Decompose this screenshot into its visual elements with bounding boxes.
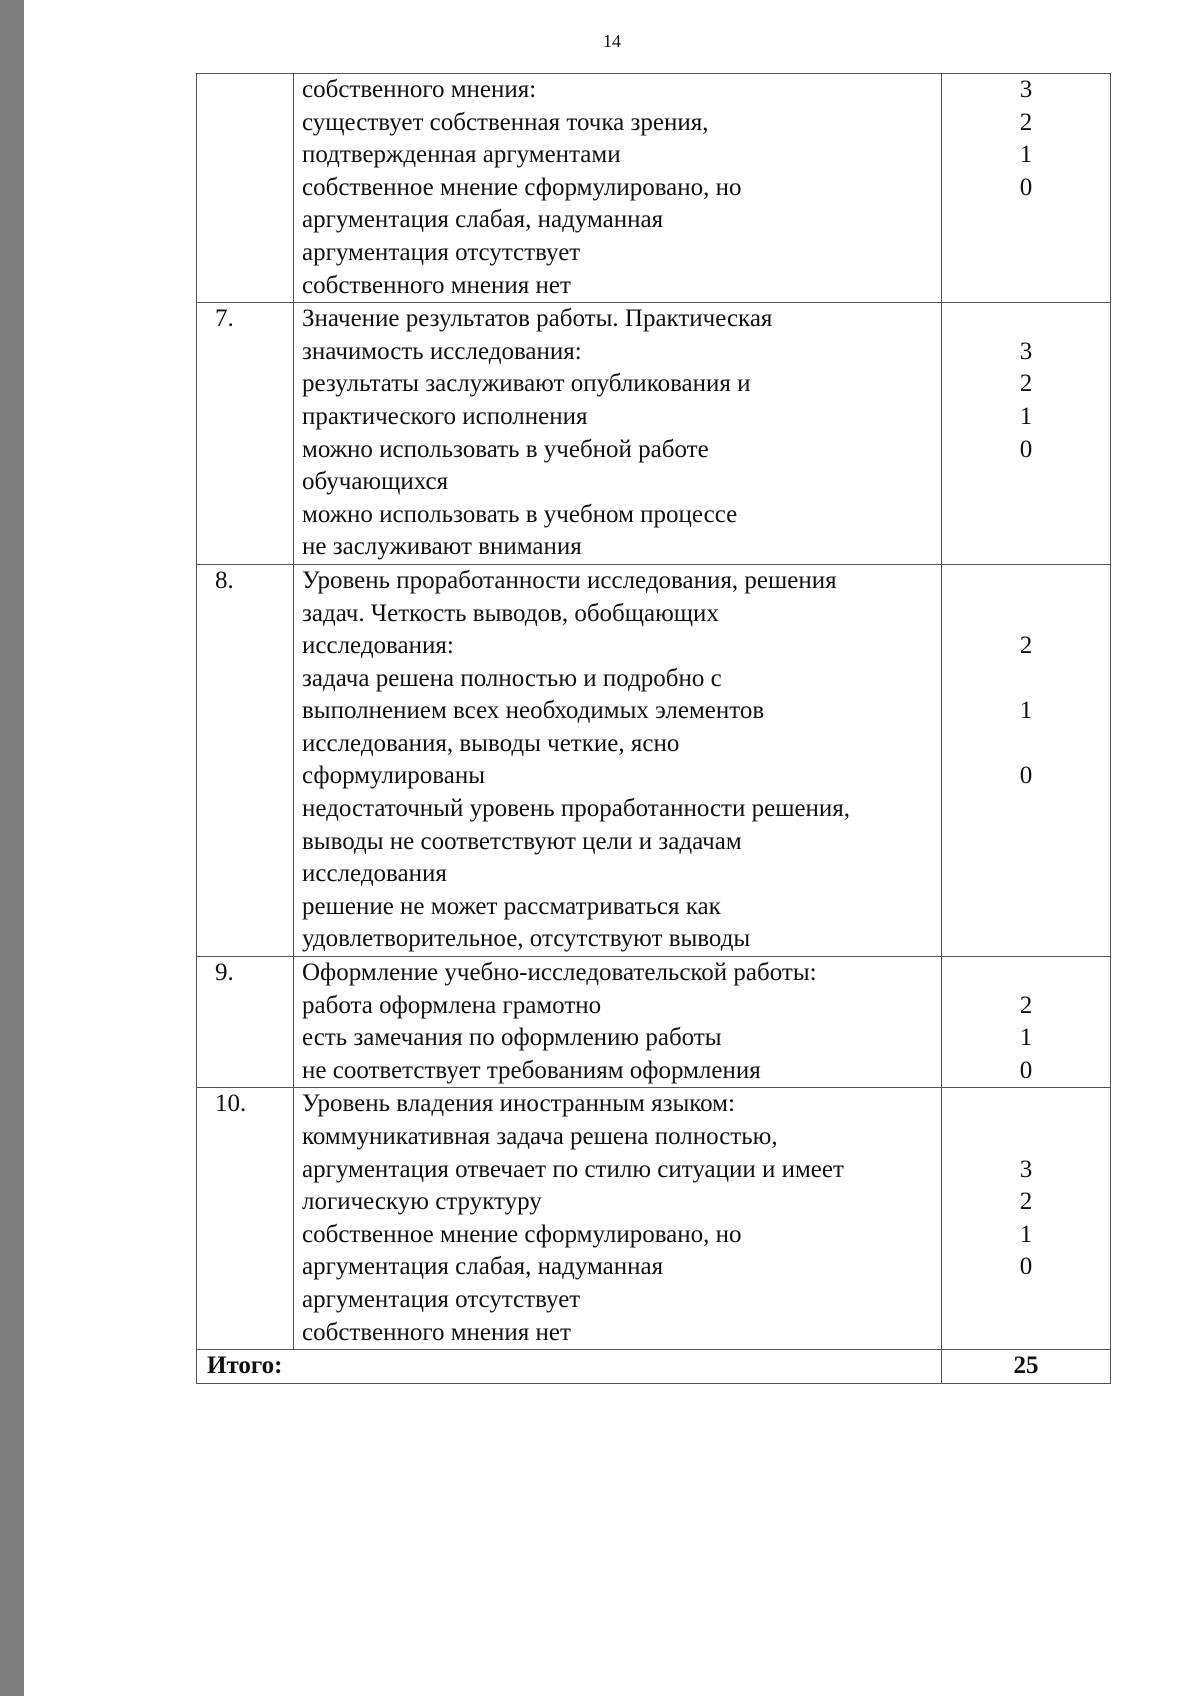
description-line: исследования, выводы четкие, ясно — [302, 729, 680, 757]
criterion-points — [942, 1088, 1111, 1350]
page-number: 14 — [603, 31, 621, 51]
description-line: Уровень проработанности исследования, решения — [302, 566, 837, 594]
points-spacer — [942, 663, 1110, 696]
criterion-points — [942, 303, 1111, 565]
description-line: аргументация слабая, надуманная — [302, 1253, 664, 1281]
points-spacer — [942, 957, 1110, 990]
total-row — [197, 1350, 1111, 1384]
points-value: 1 — [1019, 141, 1033, 169]
criterion-row — [197, 1088, 1111, 1350]
points-spacer — [942, 1088, 1110, 1121]
description-line: значимость исследования: — [302, 337, 582, 365]
description-line: сформулированы — [302, 762, 486, 790]
description-line: аргументация слабая, надуманная — [302, 206, 664, 234]
description-line: недостаточный уровень проработанности решения, — [302, 795, 851, 823]
description-line: аргументация отсутствует — [302, 1285, 581, 1313]
points-spacer — [942, 565, 1110, 598]
points-value: 0 — [1019, 435, 1033, 463]
criterion-points — [942, 564, 1111, 956]
description-line: собственного мнения: — [302, 76, 537, 103]
description-line: исследования: — [302, 632, 454, 660]
description-line: не заслуживают внимания — [302, 533, 582, 561]
description-line: выводы не соответствуют цели и задачам — [302, 827, 742, 855]
criterion-number: 8. — [197, 564, 294, 956]
points-spacer — [942, 598, 1110, 631]
description-line: результаты заслуживают опубликования и — [302, 370, 751, 398]
criterion-row — [197, 957, 1111, 1088]
description-line: собственного мнения нет — [302, 1318, 571, 1346]
description-line: работа оформлена грамотно — [302, 991, 602, 1019]
total-value: 25 — [942, 1350, 1111, 1384]
points-value: 3 — [1019, 1155, 1033, 1183]
criterion-description — [294, 1088, 942, 1350]
points-value: 0 — [1019, 173, 1033, 201]
description-line: аргументация отсутствует — [302, 238, 581, 266]
points-value: 1 — [1019, 402, 1033, 430]
points-value: 2 — [1019, 108, 1033, 136]
criterion-number: 9. — [197, 957, 294, 1088]
points-value: 0 — [1019, 762, 1033, 790]
description-line: решение не может рассматриваться как — [302, 892, 721, 920]
points-value: 0 — [1019, 1056, 1033, 1084]
criterion-description — [294, 957, 942, 1088]
description-line: аргументация отвечает по стилю ситуации и имеет — [302, 1155, 844, 1183]
criterion-points — [942, 74, 1111, 303]
description-line: Значение результатов работы. Практическая — [302, 305, 773, 333]
criterion-description — [294, 303, 942, 565]
description-line: коммуникативная задача решена полностью, — [302, 1123, 778, 1150]
points-spacer — [942, 303, 1110, 336]
description-line: не соответствует требованиям оформления — [302, 1056, 761, 1084]
description-line: исследования — [302, 860, 447, 888]
points-value: 3 — [1019, 337, 1033, 365]
points-value: 1 — [1019, 697, 1033, 725]
criterion-description — [294, 74, 942, 303]
points-spacer — [942, 1121, 1110, 1154]
description-line: логическую структуру — [302, 1188, 542, 1216]
description-line: можно использовать в учебном процессе — [302, 500, 738, 528]
description-line: обучающихся — [302, 468, 449, 496]
description-line: Уровень владения иностранным языком: — [302, 1090, 735, 1118]
points-value: 3 — [1019, 76, 1033, 103]
points-spacer — [942, 728, 1110, 761]
rubric-table-body — [197, 74, 1111, 1384]
total-label: Итого: — [197, 1350, 942, 1384]
criterion-row — [197, 303, 1111, 565]
criterion-number — [197, 74, 294, 303]
description-line: удовлетворительное, отсутствуют выводы — [302, 925, 751, 953]
criterion-description — [294, 564, 942, 956]
description-line: задач. Четкость выводов, обобщающих — [302, 599, 719, 627]
criterion-row — [197, 74, 1111, 303]
points-value: 2 — [1019, 991, 1033, 1019]
criterion-row — [197, 564, 1111, 956]
points-value: 2 — [1019, 370, 1033, 398]
description-line: задача решена полностью и подробно с — [302, 664, 722, 692]
description-line: Оформление учебно-исследовательской работы: — [302, 959, 817, 987]
description-line: собственное мнение сформулировано, но — [302, 173, 742, 201]
points-value: 2 — [1019, 1188, 1033, 1216]
description-line: собственное мнение сформулировано, но — [302, 1220, 742, 1248]
description-line: есть замечания по оформлению работы — [302, 1024, 722, 1052]
criterion-points — [942, 957, 1111, 1088]
points-value: 2 — [1019, 632, 1033, 660]
points-value: 1 — [1019, 1024, 1033, 1052]
description-line: выполнением всех необходимых элементов — [302, 697, 765, 725]
description-line: можно использовать в учебной работе — [302, 435, 709, 463]
points-value: 1 — [1019, 1220, 1033, 1248]
criterion-number: 10. — [197, 1088, 294, 1350]
description-line: подтвержденная аргументами — [302, 141, 621, 169]
description-line: собственного мнения нет — [302, 271, 571, 299]
rubric-table — [196, 73, 1111, 1384]
description-line: существует собственная точка зрения, — [302, 108, 709, 136]
points-value: 0 — [1019, 1253, 1033, 1281]
description-line: практического исполнения — [302, 402, 588, 430]
criterion-number: 7. — [197, 303, 294, 565]
document-page — [24, 0, 1200, 1696]
